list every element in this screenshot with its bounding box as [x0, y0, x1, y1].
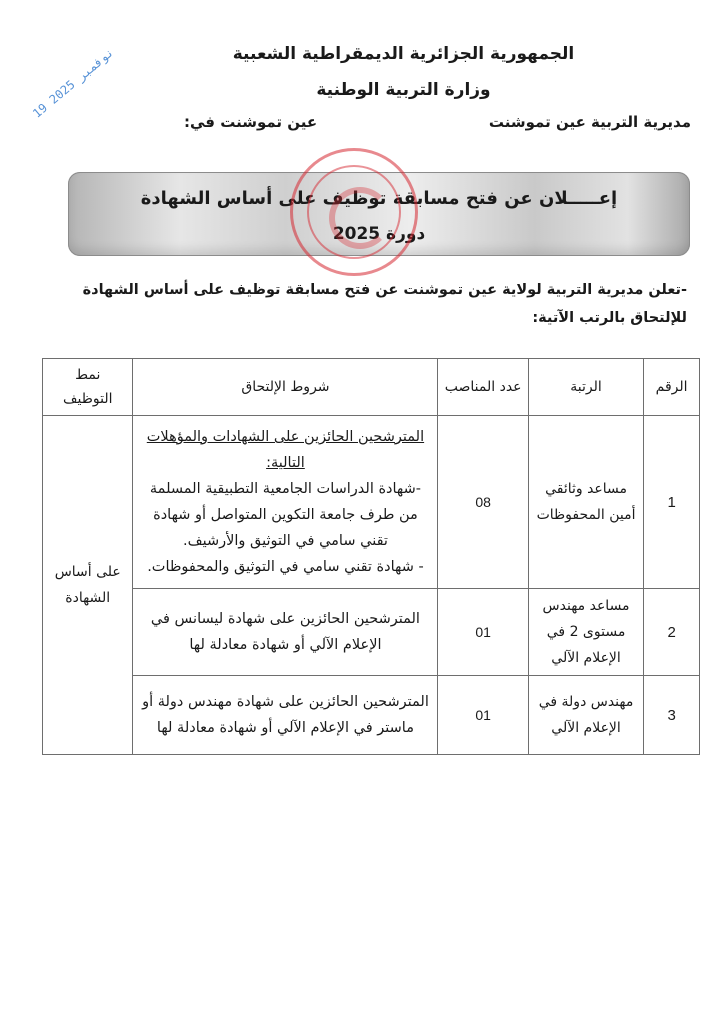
announcement-session: دورة 2025 [332, 224, 426, 244]
conditions-heading: المترشحين الحائزين على الشهادات والمؤهلات التالية: [146, 429, 425, 471]
table-row [43, 676, 700, 755]
header-number: الرقم [644, 359, 700, 416]
row-number: 3 [644, 676, 700, 755]
republic-heading: الجمهورية الجزائرية الديمقراطية الشعبية [232, 44, 575, 64]
row-rank: مساعد وثائقي أمين المحفوظات [528, 416, 643, 589]
place-date-label: عين تموشنت في: [184, 113, 318, 131]
row-positions-count: 01 [438, 676, 528, 755]
table-header-row [43, 359, 700, 416]
header-positions-count: عدد المناصب [438, 359, 528, 416]
row-conditions [133, 416, 438, 589]
row-positions-count: 01 [438, 589, 528, 676]
row-rank: مهندس دولة في الإعلام الآلي [528, 676, 643, 755]
conditions-item: - شهادة تقني سامي في التوثيق والمحفوظات. [147, 559, 424, 575]
row-conditions: المترشحين الحائزين على شهادة ليسانس في الإعلام الآلي أو شهادة معادلة لها [133, 589, 438, 676]
intro-paragraph: -تعلن مديرية التربية لولاية عين تموشنت عن فتح مسابقة توظيف على أساس الشهادة للإلتحاق بالرتب الآتية: [82, 282, 687, 326]
row-positions-count: 08 [438, 416, 528, 589]
row-rank: مساعد مهندس مستوى 2 في الإعلام الآلي [528, 589, 643, 676]
row-recruitment-mode: على أساس الشهادة [43, 416, 133, 755]
announcement-title: إعـــــلان عن فتح مسابقة توظيف على أساس الشهادة [140, 188, 618, 209]
table-row [43, 416, 700, 589]
header-recruitment-mode: نمط التوظيف [43, 359, 133, 416]
header-conditions: شروط الإلتحاق [133, 359, 438, 416]
row-number: 1 [644, 416, 700, 589]
conditions-item: -شهادة الدراسات الجامعية التطبيقية المسلمة من طرف جامعة التكوين المتواصل أو شهادة تقني سامي في التوثيق والأرشيف. [149, 481, 421, 549]
directorate-label: مديرية التربية عين تموشنت [488, 113, 691, 131]
row-number: 2 [644, 589, 700, 676]
table-row [43, 589, 700, 676]
ministry-heading: وزارة التربية الوطنية [316, 80, 491, 100]
date-stamp: 19 نوفمبر 2025 [30, 44, 117, 121]
row-conditions: المترشحين الحائزين على شهادة مهندس دولة أو ماستر في الإعلام الآلي أو شهادة معادلة لها [133, 676, 438, 755]
positions-table [42, 358, 700, 755]
header-rank: الرتبة [528, 359, 643, 416]
